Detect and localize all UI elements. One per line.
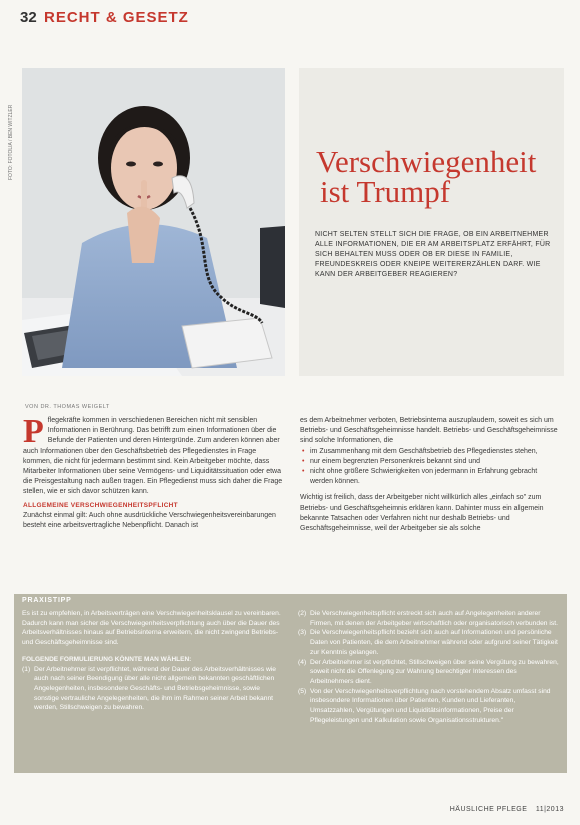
paragraph-intro: flegekräfte kommen in verschiedenen Bereichen nicht mit sensiblen Informationen in Berührung. Das betrifft zum einen Informationen über die Befunde der Patienten und deren Hintergründe. Zum anderen können aber auch Informationen über den Geschäftsbetrieb des Pflegedienstes in Frage kommen, die nicht für jedermann bestimmt sind. Kein Arbeitgeber möchte, dass Mitarbeiter Informationen über seine Vermögens- und Liquiditätssituation oder etwa die Preisgestaltung nach außen tragen. Ein Pflegedienst muss sich daher die Frage stellen, wie er sich davor schützen kann. xyxy=(23,417,283,496)
drop-cap: P xyxy=(23,413,44,450)
clause-text: Der Arbeitnehmer ist verpflichtet, während der Dauer des Arbeitsverhältnisses wie auch nach seiner Beendigung über alle nicht allgemein bekannten geschäftlichen Angelegenheiten, insbesondere Geschäfts- und Betriebsgeheimnisse, sowie sonstige vertrauliche Angelegenheiten, die ihm im Rahmen seiner Arbeit bekannt werden, Stillschweigen zu bewahren. xyxy=(34,665,276,712)
paragraph-nebenpflicht: Zunächst einmal gilt: Auch ohne ausdrückliche Verschwiegenheitsvereinbarungen besteht eine arbeitsvertragliche Nebenpflicht. Danach ist xyxy=(23,511,276,530)
photo-credit: FOTO: FOTOLIA / BEN WITZLER xyxy=(8,104,14,180)
woman-on-phone-illustration xyxy=(22,68,285,376)
article-title xyxy=(316,144,556,209)
magazine-name: HÄUSLICHE PFLEGE xyxy=(449,806,528,813)
list-item: • nur einem begrenzten Personenkreis bekannt sind und xyxy=(310,457,562,467)
article-title-line1: Verschwiegenheit xyxy=(316,144,537,179)
clause-text: Die Verschwiegenheitspflicht erstreckt sich auch auf Angelegenheiten anderer Firmen, mit denen der Arbeitgeber wirtschaftlich oder organisatorisch verbunden ist. xyxy=(310,610,558,627)
clause-list xyxy=(22,665,286,714)
praxistipp-column-2 xyxy=(298,609,560,725)
praxistipp-heading: PRAXISTIPP xyxy=(22,597,72,604)
list-item: • im Zusammenhang mit dem Geschäftsbetrieb des Pflegedienstes stehen, xyxy=(310,447,562,457)
article-title-line2: ist Trumpf xyxy=(320,174,451,209)
list-item: • nicht ohne größere Schwierigkeiten von jedermann in Erfahrung gebracht werden können. xyxy=(310,467,562,487)
clause-item xyxy=(298,687,560,726)
clause-number: (4) xyxy=(298,658,307,666)
criteria-list xyxy=(300,447,562,488)
clause-number: (5) xyxy=(298,687,307,695)
clause-item xyxy=(298,628,560,657)
article-column-2 xyxy=(300,416,562,534)
paragraph-betriebsinterna: es dem Arbeitnehmer verboten, Betriebsinterna auszuplaudern, soweit es sich um Betriebs- und Geschäftsgeheimnisse handelt. Betriebs- und Geschäftsgeheimnisse sind solche Informationen, die xyxy=(300,417,558,445)
clause-item xyxy=(298,658,560,687)
praxistipp-intro: Es ist zu empfehlen, in Arbeitsverträgen eine Verschwiegenheitsklausel zu vereinbaren. Dadurch kann man sicher die Verschwiegenheitsverpflichtung auch über die Dauer des Arbeitsverhältnisses hinaus auf Betriebsinterna erweitern, die nicht zwingend Betriebs- und Geschäftsgeheimnisse sind. xyxy=(22,610,281,647)
clause-number: (3) xyxy=(298,629,307,637)
praxistipp-subheading: FOLGENDE FORMULIERUNG KÖNNTE MAN WÄHLEN: xyxy=(22,655,192,663)
subheading: ALLGEMEINE VERSCHWIEGENHEITSPFLICHT xyxy=(23,501,178,509)
paragraph-wichtig: Wichtig ist freilich, dass der Arbeitgeber nicht willkürlich alles „einfach so" zum Betriebs- und Geschäftsgeheimnis erklären kann. Dahinter muss ein allgemein bekannte Tatsachen oder Verfahren nicht nur deshalb Betriebs- und Geschäftsgeheimnisse, weil der Arbeitgeber sie als solche xyxy=(300,494,544,533)
article-column-1 xyxy=(23,413,286,531)
clause-list-continued xyxy=(298,609,560,725)
praxistipp-column-1 xyxy=(22,609,286,713)
section-title: RECHT & GESETZ xyxy=(44,9,189,26)
clause-item xyxy=(22,665,286,714)
clause-text: Von der Verschwiegenheitsverpflichtung nach vorstehendem Absatz umfasst sind insbesondere Informationen über Patienten, Kunden und Lieferanten, Umsatzzahlen, Vergütungen und Liquiditätsinformationen, Preise der Pflegeleistungen und Kalkulation sowie Organisationsstrukturen." xyxy=(310,687,551,724)
clause-text: Der Arbeitnehmer ist verpflichtet, Stillschweigen über seine Vergütung zu bewahren, soweit nicht die Offenlegung zur Wahrung berechtigter Interessen des Arbeitnehmers dient. xyxy=(310,658,559,685)
clause-item xyxy=(298,609,560,628)
author-line: VON DR. THOMAS WEIGELT xyxy=(25,404,110,410)
clause-number: (1) xyxy=(22,665,31,673)
clause-number: (2) xyxy=(298,610,307,617)
title-panel xyxy=(299,68,564,376)
article-lead: NICHT SELTEN STELLT SICH DIE FRAGE, OB EIN ARBEITNEHMER ALLE INFORMATIONEN, DIE ER AM ARBEITSPLATZ ERFÄHRT, FÜR SICH BEHALTEN MUSS ODER OB ER DIESE IN FAMILIE, FREUNDESKREIS ODER KNEIPE WEITERERZÄHLEN DARF. WIE KANN DER ARBEITGEBER REAGIEREN? xyxy=(315,231,551,278)
article-photo xyxy=(22,68,285,376)
issue-number: 11|2013 xyxy=(535,806,564,813)
page-footer xyxy=(450,806,564,813)
page-number: 32 xyxy=(20,9,37,26)
clause-text: Die Verschwiegenheitspflicht bezieht sich auch auf Informationen und persönliche Daten von Patienten, die dem Arbeitnehmer während oder aufgrund seiner Tätigkeit zur Kenntnis gelangen. xyxy=(310,629,558,656)
